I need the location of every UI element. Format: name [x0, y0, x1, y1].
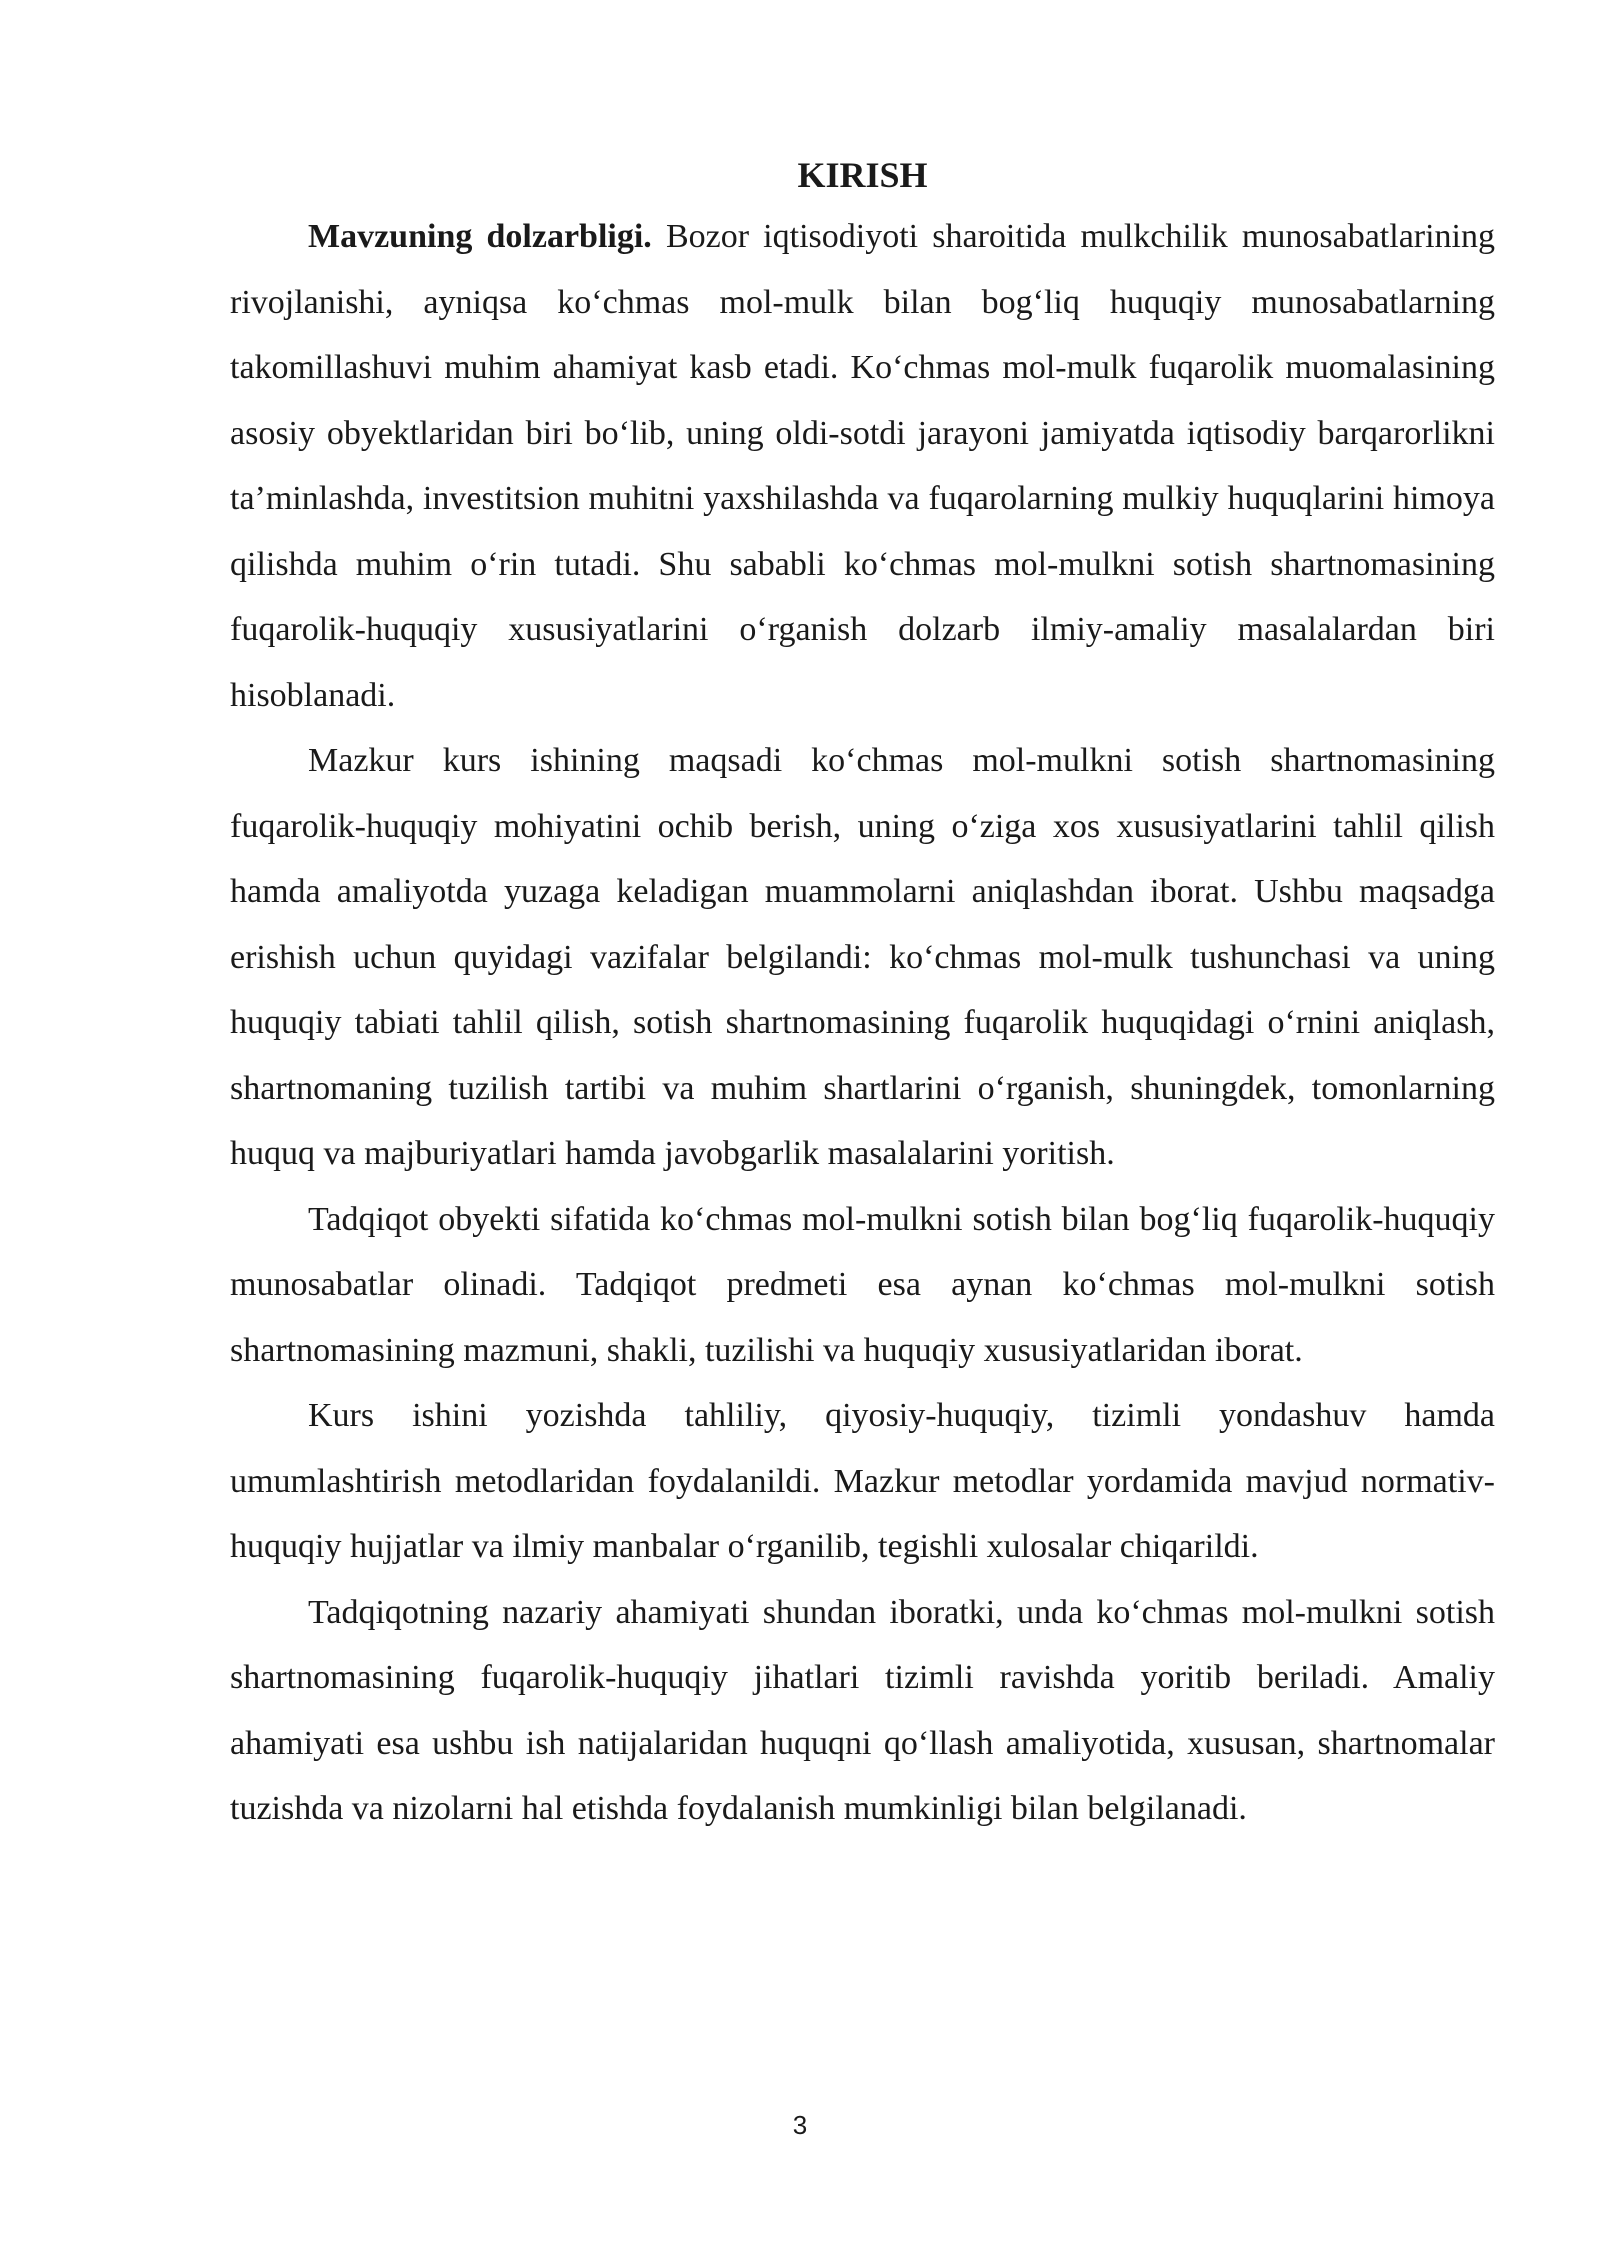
paragraph-lead: Mavzuning dolzarbligi. — [308, 218, 652, 255]
paragraph-object: Tadqiqot obyekti sifatida ko‘chmas mol-mulkni sotish bilan bog‘liq fuqarolik-huquqiy munosabatlar olinadi. Tadqiqot predmeti esa aynan ko‘chmas mol-mulkni sotish shartnomasining mazmuni, shakli, tuzilishi va huquqiy xususiyatlaridan iborat. — [230, 1200, 1495, 1369]
paragraph-methods: Kurs ishini yozishda tahliliy, qiyosiy-huquqiy, tizimli yondashuv hamda umumlashtirish metodlaridan foydalanildi. Mazkur metodlar yordamida mavjud normativ-huquqiy hujjatlar va ilmiy manbalar o‘rganilib, tegishli xulosalar chiqarildi. — [230, 1397, 1495, 1565]
paragraph-text: Bozor iqtisodiyoti sharoitida mulkchilik munosabatlarining rivojlanishi, ayniqsa ko‘chmas mol-mulk bilan bog‘liq huquqiy munosabatlarning takomillashuvi muhim ahamiyat kasb etadi. Ko‘chmas mol-mulk fuqarolik muomalasining asosiy obyektlaridan biri bo‘lib, uning oldi-sotdi jarayoni jamiyatda iqtisodiy barqarorlikni ta’minlashda, investitsion muhitni yaxshilashda va fuqarolarning mulkiy huquqlarini himoya qilishda muhim o‘rin tutadi. Shu sababli ko‘chmas mol-mulkni sotish shartnomasining fuqarolik-huquqiy xususiyatlarini o‘rganish dolzarb ilmiy-amaliy masalalardan biri hisoblanadi. — [230, 218, 1495, 714]
paragraph-goal: Mazkur kurs ishining maqsadi ko‘chmas mol-mulkni sotish shartnomasining fuqarolik-huquqiy mohiyatini ochib berish, uning o‘ziga xos xususiyatlarini tahlil qilish hamda amaliyotda yuzaga keladigan muammolarni aniqlashdan iborat. Ushbu maqsadga erishish uchun quyidagi vazifalar belgilandi: ko‘chmas mol-mulk tushunchasi va uning huquqiy tabiati tahlil qilish, sotish shartnomasining fuqarolik huquqidagi o‘rnini aniqlash, shartnomaning tuzilish tartibi va muhim shartlarini o‘rganish, shuningdek, tomonlarning huquq va majburiyatlari hamda javobgarlik masalalarini yoritish. — [230, 742, 1495, 1172]
paragraph-relevance — [230, 204, 1495, 728]
section-title: KIRISH — [797, 155, 928, 195]
page-content — [230, 150, 1495, 1842]
page-number: 3 — [792, 2110, 808, 2140]
paragraph-significance: Tadqiqotning nazariy ahamiyati shundan iboratki, unda ko‘chmas mol-mulkni sotish shartnomasining fuqarolik-huquqiy jihatlari tizimli ravishda yoritib beriladi. Amaliy ahamiyati esa ushbu ish natijalaridan huquqni qo‘llash amaliyotida, xususan, shartnomalar tuzishda va nizolarni hal etishda foydalanish mumkinligi bilan belgilanadi. — [230, 1593, 1495, 1827]
